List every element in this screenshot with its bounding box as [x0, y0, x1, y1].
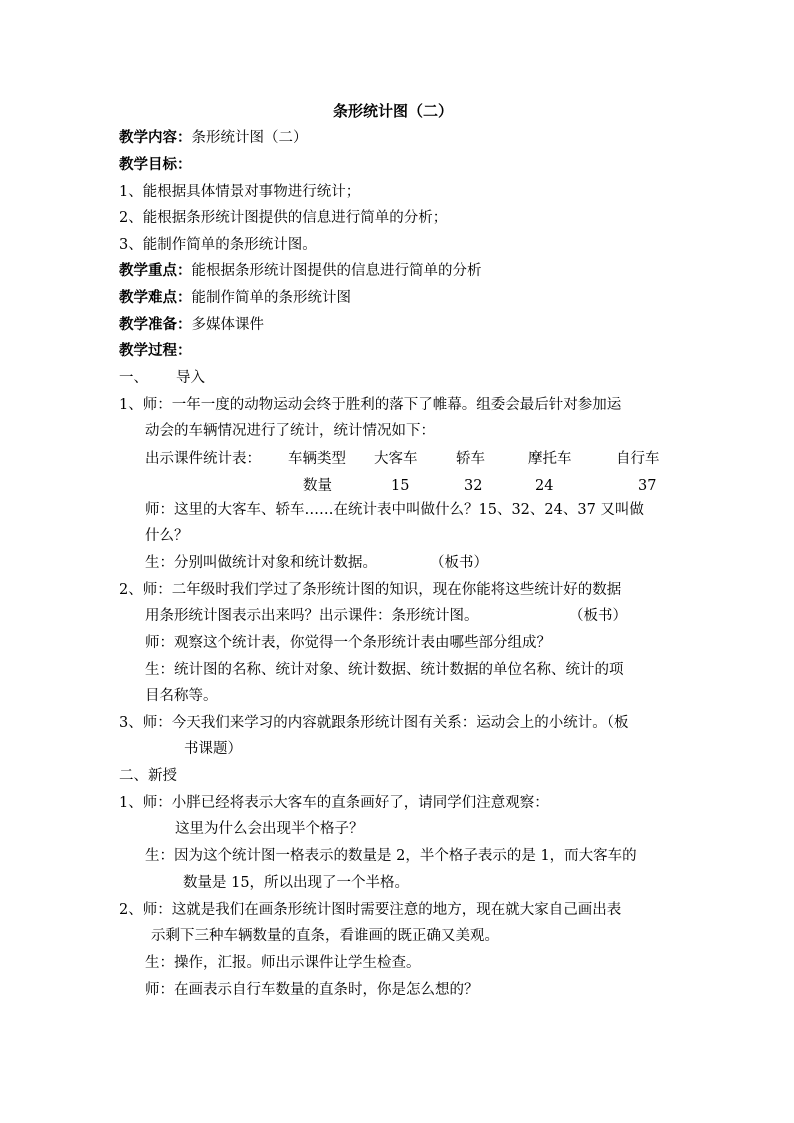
paragraph-line: 2、师：二年级时我们学过了条形统计图的知识，现在你能将这些统计好的数据	[119, 582, 622, 598]
paragraph-line: 2、师：这就是我们在画条形统计图时需要注意的地方，现在就大家自己画出表	[119, 902, 622, 918]
key-point-text: 能根据条形统计图提供的信息进行简单的分析	[191, 263, 482, 279]
section1-heading-number: 一、	[119, 370, 148, 386]
difficulty-label: 教学难点：	[119, 289, 192, 306]
table-row-label: 数量	[303, 478, 332, 494]
paragraph-line: 生：操作，汇报。师出示课件让学生检查。	[145, 955, 421, 971]
teaching-content	[119, 128, 308, 148]
difficulty	[119, 288, 351, 308]
board-note: （板书）	[430, 555, 488, 571]
board-note: （板书）	[569, 608, 627, 624]
paragraph-line: 生：因为这个统计图一格表示的数量是 2，半个格子表示的是 1，而大客车的	[145, 848, 637, 864]
paragraph-line: 师：在画表示自行车数量的直条时，你是怎么想的？	[145, 982, 479, 998]
paragraph-line: 1、师：小胖已经将表示大客车的直条画好了，请同学们注意观察：	[119, 795, 549, 811]
paragraph-line: 书课题）	[184, 741, 242, 757]
process-label: 教学过程：	[119, 342, 192, 359]
paragraph-line: 生：分别叫做统计对象和统计数据。	[145, 555, 377, 571]
table-value: 24	[535, 478, 554, 494]
table-value: 32	[464, 478, 483, 494]
paragraph-line: 这里为什么会出现半个格子？	[175, 821, 364, 837]
teaching-objectives-label: 教学目标：	[119, 156, 192, 173]
difficulty-text: 能制作简单的条形统计图	[191, 290, 351, 306]
paragraph-line: 目名称等。	[145, 688, 218, 704]
teaching-content-text: 条形统计图（二）	[191, 130, 308, 146]
paragraph-line: 动会的车辆情况进行了统计，统计情况如下：	[145, 423, 435, 439]
paragraph-line: 生：统计图的名称、统计对象、统计数据、统计数据的单位名称、统计的项	[145, 662, 624, 678]
preparation-text: 多媒体课件	[191, 317, 264, 333]
paragraph-line: 用条形统计图表示出来吗？出示课件：条形统计图。	[145, 608, 479, 624]
preparation-label: 教学准备：	[119, 316, 192, 333]
section2-heading: 二、新授	[119, 768, 177, 784]
paragraph-line: 师：这里的大客车、轿车……在统计表中叫做什么？15、32、24、37 又叫做	[145, 502, 644, 518]
teaching-content-label: 教学内容：	[119, 129, 192, 146]
table-header-label: 车辆类型	[288, 451, 346, 467]
objective-item: 1、能根据具体情景对事物进行统计；	[119, 184, 361, 200]
section1-heading-text: 导入	[176, 370, 205, 386]
paragraph-line: 数量是 15，所以出现了一个半格。	[183, 875, 410, 891]
key-point-label: 教学重点：	[119, 262, 192, 279]
table-category: 大客车	[374, 451, 418, 467]
paragraph-line: 3、师：今天我们来学习的内容就跟条形统计图有关系：运动会上的小统计。（板	[119, 715, 629, 731]
paragraph-line: 什么？	[145, 528, 189, 544]
table-category: 自行车	[616, 451, 660, 467]
table-value: 37	[638, 478, 657, 494]
paragraph-line: 示剩下三种车辆数量的直条，看谁画的既正确又美观。	[151, 928, 499, 944]
preparation	[119, 315, 264, 335]
objective-item: 3、能制作简单的条形统计图。	[119, 237, 317, 253]
table-category: 轿车	[456, 451, 485, 467]
paragraph-line: 师：观察这个统计表，你觉得一个条形统计表由哪些部分组成？	[145, 635, 551, 651]
document-title: 条形统计图（二）	[333, 102, 454, 120]
table-intro: 出示课件统计表：	[145, 451, 261, 467]
objective-item: 2、能根据条形统计图提供的信息进行简单的分析；	[119, 210, 448, 226]
table-value: 15	[391, 478, 410, 494]
key-point	[119, 261, 482, 281]
paragraph-line: 1、师：一年一度的动物运动会终于胜利的落下了帷幕。组委会最后针对参加运	[119, 397, 622, 413]
table-category: 摩托车	[528, 451, 572, 467]
